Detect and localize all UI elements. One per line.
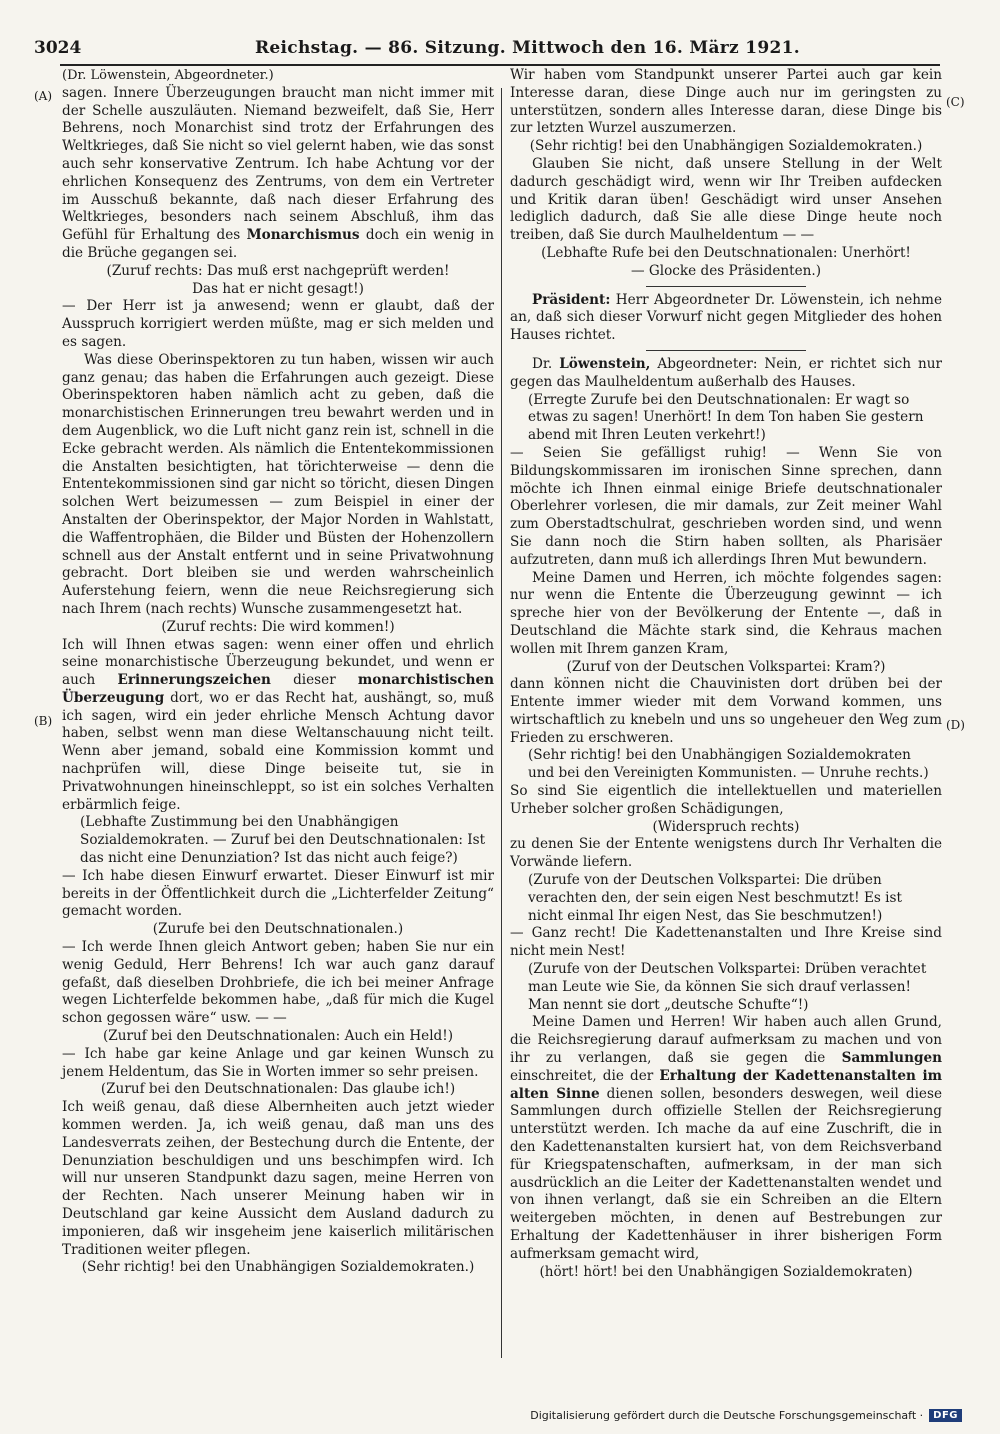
interjection: (Erregte Zurufe bei den Deutschnationalen: Er wagt so etwas zu sagen! Unerhört! In dem Ton haben Sie gestern abend mit Ihren Leuten verkehrt!) [528,391,924,444]
interjection: (Zurufe von der Deutschen Volkspartei: Drüben verachtet man Leute wie Sie, da können Sie sich drauf verlassen! Man nennt sie dort „deutsche Schufte“!) [528,961,927,1013]
paragraph: Was diese Oberinspektoren zu tun haben, wissen wir auch ganz genau; das haben die Erfahrungen auch gezeigt. Diese Oberinspektoren haben nämlich acht zu geben, daß die monarchistischen Erinnerungen treu bewahrt werden und in dem Augenblick, wo die Luft nicht ganz rein ist, schnell in die Ecke gebracht werden. Als nämlich die Ententekommissionen die Anstalten besichtigten, hat törichterweise — denn die Ententekommissionen sind gar nicht so töricht, diesen Dingen solchen Wert beizumessen — zum Beispiel in einer der Anstalten der Oberinspektor, der Major Norden in Wahlstatt, die Waffentrophäen, die Bilder und Büsten der Hohenzollern schnell aus der Anstalt entfernt und in seine Privatwohnung gebracht. Dort bleiben sie und werden wahrscheinlich Auferstehung feiern, wenn die neue Reichsregierung sich nach Ihrem (nach rechts) Wunsche zusammengesetzt hat. [62,351,494,617]
text-run: Dr. [532,355,560,372]
paragraph: — Ganz recht! Die Kadettenanstalten und Ihre Kreise sind nicht mein Nest! [510,925,942,960]
speaker-label: Löwenstein, [559,355,651,372]
page-number: 3024 [34,38,82,58]
emphasis: Erinnerungszeichen [117,672,271,689]
text-run: dort, wo er das Recht hat, aushängt, so, muß ich sagen, wird ein jeder ehrliche Mensch Achtung davor haben, selbst wenn man diese Weltanschauung nicht teilt. Wenn aber jemand, sobald eine Kommission kommt und nachprüfen will, diese Dinge beiseite tut, sie in Privatwohnungen hineinschleppt, so ist ein solches Verhalten erbärmlich feige. [62,689,494,813]
footer-credit [530,1409,962,1422]
interjection: — Glocke des Präsidenten.) [630,262,822,279]
paragraph: — Ich werde Ihnen gleich Antwort geben; haben Sie nur ein wenig Geduld, Herr Behrens! Ich war auch ganz darauf gefaßt, daß dieselben Drohbriefe, die ich bei meiner Anfrage wegen Lichterfelde bekommen habe, „daß für mich die Kugel schon gegossen wäre“ usw. — — [62,939,494,1027]
emphasis: monarchistischen Überzeugung [62,672,494,706]
dfg-logo: DFG [929,1409,962,1422]
margin-marker-d: (D) [946,718,965,732]
interjection: (Widerspruch rechts) [652,818,800,835]
paragraph: — Ich habe gar keine Anlage und gar keinen Wunsch zu jenem Heldentum, das Sie in Worten immer so sehr preisen. [62,1045,494,1080]
left-column [62,67,494,1277]
text-run: dieser [270,672,358,689]
paragraph [62,85,494,263]
column-divider [501,88,502,1358]
text-run: einschreitet, die der [510,1067,660,1084]
paragraph [510,1014,942,1263]
paragraph: Ich weiß genau, daß diese Albernheiten auch jetzt wieder kommen werden. Ja, ich weiß genau, daß man uns des Landesverrats zeihen, der Bestechung durch die Entente, der Denunziation beschuldigen und uns beschimpfen wird. Ich will nur unseren Standpunkt dazu sagen, meine Herren von der Rechten. Nach unserer Meinung haben wir in Deutschland gar keine Aussicht dem Ausland dadurch zu imponieren, daß wir insgeheim jene kaiserlich militärischen Traditionen weiter pflegen. [62,1099,494,1258]
interjection: (hört! hört! bei den Unabhängigen Sozialdemokraten) [539,1263,913,1280]
emphasis: Monarchismus [246,227,360,244]
interjection: (Zuruf von der Deutschen Volkspartei: Kram?) [566,658,886,675]
interjection: (Sehr richtig! bei den Unabhängigen Sozialdemokraten und bei den Vereinigten Kommunisten. — Unruhe rechts.) [528,747,929,782]
text-run: sagen. Innere Überzeugungen braucht man nicht immer mit der Schelle auszuläuten. Niemand bezweifelt, daß Sie, Herr Behrens, noch Monarchist sind trotz der Erfahrungen des Weltkrieges, daß Sie nicht so viel gelernt haben, wie das sonst auch sehr konservative Zentrum. Ich habe Achtung vor der ehrlichen Konsequenz des Zentrums, von dem ein Vertreter im Ausschuß bekannte, daß nach dieser Erfahrung des Weltkrieges, besonders nach seinem Abschluß, ihm das Gefühl für Erhaltung des [62,84,494,244]
interjection: (Sehr richtig! bei den Unabhängigen Sozialdemokraten.) [529,138,923,155]
paragraph: — Seien Sie gefälligst ruhig! — Wenn Sie von Bildungskommissaren im ironischen Sinne sprechen, dann möchte ich Ihnen einmal einige Briefe deutschnationaler Oberlehrer vorlesen, die mir damals, zur Zeit meiner Wahl zum Oberstadtschulrat, geschrieben worden sind, und wenn Sie dann noch die Stirn haben sollten, als Pharisäer aufzutreten, dann muß ich allerdings Ihren Mut bewundern. [510,444,942,568]
interjection: (Zurufe von der Deutschen Volkspartei: Die drüben verachten den, der sein eigen Nest beschmutzt! Es ist nicht einmal Ihr eigen Nest, das Sie beschmutzen!) [528,872,902,924]
speaker-label: Präsident: [532,291,611,308]
interjection: (Zurufe bei den Deutschnationalen.) [152,921,404,938]
paragraph: Meine Damen und Herren, ich möchte folgendes sagen: nur wenn die Entente die Überzeugung gewinnt — ich spreche hier von der Bevölkerung der Entente —, daß in Deutschland die Mächte stark sind, die Kehraus machen wollen mit Ihrem ganzen Kram, [510,569,942,657]
footer-text: Digitalisierung gefördert durch die Deutsche Forschungsgemeinschaft · [530,1409,924,1422]
text-run: dienen sollen, besonders deswegen, weil diese Sammlungen durch offizielle Stellen der Reichsregierung unterstützt werden. Ich mache da auf eine Zuschrift, die in den Kadettenanstalten kursiert hat, von dem Reichsverband für Kriegspatenschaften, aufmerksam, in der man sich ausdrücklich an die Leiter der Kadettenanstalten wendet und von ihnen verlangt, daß sie ein Schreiben an die Eltern weitergeben möchten, in denen auf Bestrebungen zur Erhaltung der Kadettenhäuser in ihrer bisherigen Form aufmerksam gemacht wird, [510,1085,942,1262]
paragraph: So sind Sie eigentlich die intellektuellen und materiellen Urheber solcher großen Schädigungen, [510,783,942,817]
right-column [510,67,942,1281]
margin-marker-c: (C) [946,95,965,109]
emphasis: Sammlungen [841,1050,942,1067]
paragraph [62,637,494,815]
interjection: (Lebhafte Zustimmung bei den Unabhängigen Sozialdemokraten. — Zuruf bei den Deutschnationalen: Ist das nicht eine Denunziation? Ist das nicht auch feige?) [80,814,486,867]
president-statement [510,292,942,345]
paragraph: Glauben Sie nicht, daß unsere Stellung in der Welt dadurch geschädigt wird, wenn wir Ihr Treiben aufdecken und Kritik daran üben! Geschädigt wird unser Ansehen lediglich dadurch, daß Sie alle diese Dinge heute noch treiben, daß Sie durch Maulheldentum — — [510,155,942,244]
margin-marker-a: (A) [34,89,53,103]
interjection: (Zuruf bei den Deutschnationalen: Das glaube ich!) [100,1081,456,1098]
speaker-statement [510,356,942,392]
running-head: Reichstag. — 86. Sitzung. Mittwoch den 16. März 1921. [255,38,800,58]
text-run: Abgeordneter: Nein, er richtet sich nur gegen das Maulheldentum außerhalb des Hauses. [510,355,942,390]
interjection: (Zuruf bei den Deutschnationalen: Auch ein Held!) [102,1028,454,1045]
section-rule [646,350,806,351]
text-run: Meine Damen und Herren! Wir haben auch allen Grund, die Reichsregierung darauf aufmerksam zu machen und von ihr zu verlangen, daß sie gegen die [510,1014,942,1067]
speaker-note: (Dr. Löwenstein, Abgeordneter.) [62,68,274,83]
emphasis: Erhaltung der Kadettenanstalten im alten Sinne [510,1067,942,1102]
header-rule [60,64,940,66]
text-run: Herr Abgeordneter Dr. Löwenstein, ich nehme an, daß sich dieser Vorwurf nicht gegen Mitglieder des hohen Hauses richtet. [510,291,942,344]
interjection: (Sehr richtig! bei den Unabhängigen Sozialdemokraten.) [81,1259,475,1276]
margin-marker-b: (B) [34,714,53,728]
paragraph: dann können nicht die Chauvinisten dort drüben bei der Entente immer wieder mit dem Vorwand kommen, uns wirtschaftlich zu knebeln und uns so ungeheuer den Weg zum Frieden zu erschweren. [510,676,942,746]
section-rule [646,286,806,287]
paragraph: zu denen Sie der Entente wenigstens durch Ihr Verhalten die Vorwände liefern. [510,836,942,871]
interjection: (Zuruf rechts: Das muß erst nachgeprüft werden! [106,262,450,279]
text-run: Ich will Ihnen etwas sagen: wenn einer offen und ehrlich seine monarchistische Überzeugung bekundet, und wenn er auch [62,636,494,689]
paragraph: — Der Herr ist ja anwesend; wenn er glaubt, daß der Ausspruch korrigiert werden müßte, mag er sich melden und es sagen. [62,298,494,350]
paragraph: — Ich habe diesen Einwurf erwartet. Dieser Einwurf ist mir bereits in der Öffentlichkeit durch die „Lichterfelder Zeitung“ gemacht worden. [62,867,494,920]
text-run: doch ein wenig in die Brüche gegangen sei. [62,227,494,261]
interjection: (Lebhafte Rufe bei den Deutschnationalen: Unerhört! [541,244,911,261]
paragraph: Wir haben vom Standpunkt unserer Partei auch gar kein Interesse daran, diese Dinge auch nur im geringsten zu unterstützen, sondern alles Interesse daran, diese Dinge bis zur letzten Wurzel auszumerzen. [510,67,942,137]
interjection: (Zuruf rechts: Die wird kommen!) [161,618,395,635]
interjection: Das hat er nicht gesagt!) [192,280,364,297]
